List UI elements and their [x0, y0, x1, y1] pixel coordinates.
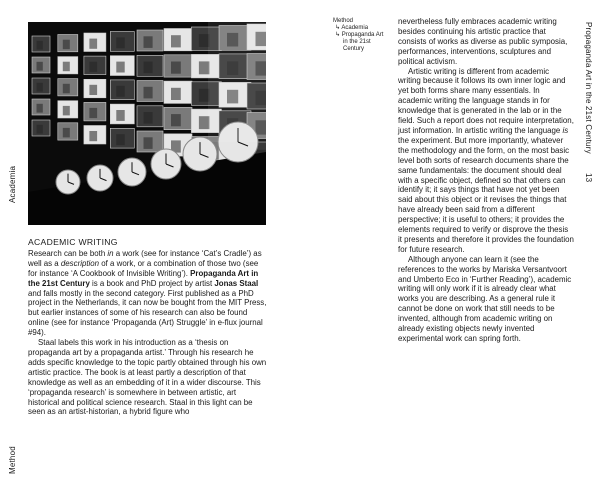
left-side-label-method: Method — [8, 446, 17, 474]
right-page-text — [398, 17, 574, 344]
installation-photo — [28, 22, 266, 225]
photo-of-screens-and-clocks-icon — [28, 22, 266, 225]
breadcrumb-current: ↳ Propaganda Art in the 21st Century — [335, 32, 384, 52]
breadcrumb-academia: ↳ Academia — [335, 25, 369, 31]
right-paragraph-3: Although anyone can learn it (see the references to the works by Mariska Versantvoort and Umberto Eco in ‘Further Reading’), academic writing will only work if it is already clear what works you are describing. As a general rule it cannot be done on work that still needs to be invented, although from academic writing on already existing objects newly invented experimental work can spring forth. — [398, 254, 572, 343]
breadcrumb-method: Method — [333, 18, 354, 24]
left-paragraph-2: Staal labels this work in his introduction as a ‘thesis on propaganda art by a propaganda artist.’ Through his research he adds specific knowledge to the topic partly obtained through his own artistic practice. The book is at least partly a description of that knowledge as well as an embedding of it in a wider discourse. This ‘propaganda research’ is somewhere in between artistic, art historical and political science research. Staal in this light can be seen as an artist-historian, a hybrid figure who — [28, 338, 267, 417]
left-side-label-academia: Academia — [8, 165, 17, 203]
page-number: 13 — [584, 173, 593, 183]
breadcrumb — [333, 18, 393, 53]
left-paragraph-1: Research can be both in a work (see for instance ‘Cat’s Cradle’) as well as a description of a work, or a combination of those two (see for instance ‘A Cookbook of Invisible Writing’). Propaganda Art in the 21st Century is a book and PhD project by artist Jonas Staal and falls mostly in the second category. First published as a PhD project in the Netherlands, it can now be bought from the MIT Press, but earlier instances of some of his research can also be found online (see for instance ‘Propaganda (Art) Struggle’ in e-flux journal #94). — [28, 248, 267, 338]
right-paragraph-2: Artistic writing is different from academic writing because it follows its own inner logic and yet both forms share many essentials. In academic writing the language stands in for knowledge that is generated in the lab or in the field. Such a report does not require interpretation, just information. In artistic writing the language is the experiment. But more importantly, whatever the methodology and the form, on the most basic level both sorts of research documents share the same fundamentals: the document should deal with a specific object, defined so that others can identify it; it says things that have not yet been said about this object or it revises the things that have already been said from a different perspective; it is useful to others; it provides the elements required to verify or disprove the thesis it presents and therefore it provides the foundation for future research. — [398, 66, 574, 254]
section-heading: ACADEMIC WRITING — [28, 237, 118, 247]
left-page-text — [28, 238, 268, 417]
author-name: Jonas Staal — [214, 278, 259, 288]
right-paragraph-1: nevertheless fully embraces academic writing besides continuing his artistic practice that consists of works as diverse as public symposia, performances, interventions, sculptures and political activism. — [398, 17, 568, 66]
running-title: Propaganda Art in the 21st Century — [584, 22, 593, 154]
book-title: Propaganda Art in the 21st Century — [28, 268, 259, 288]
